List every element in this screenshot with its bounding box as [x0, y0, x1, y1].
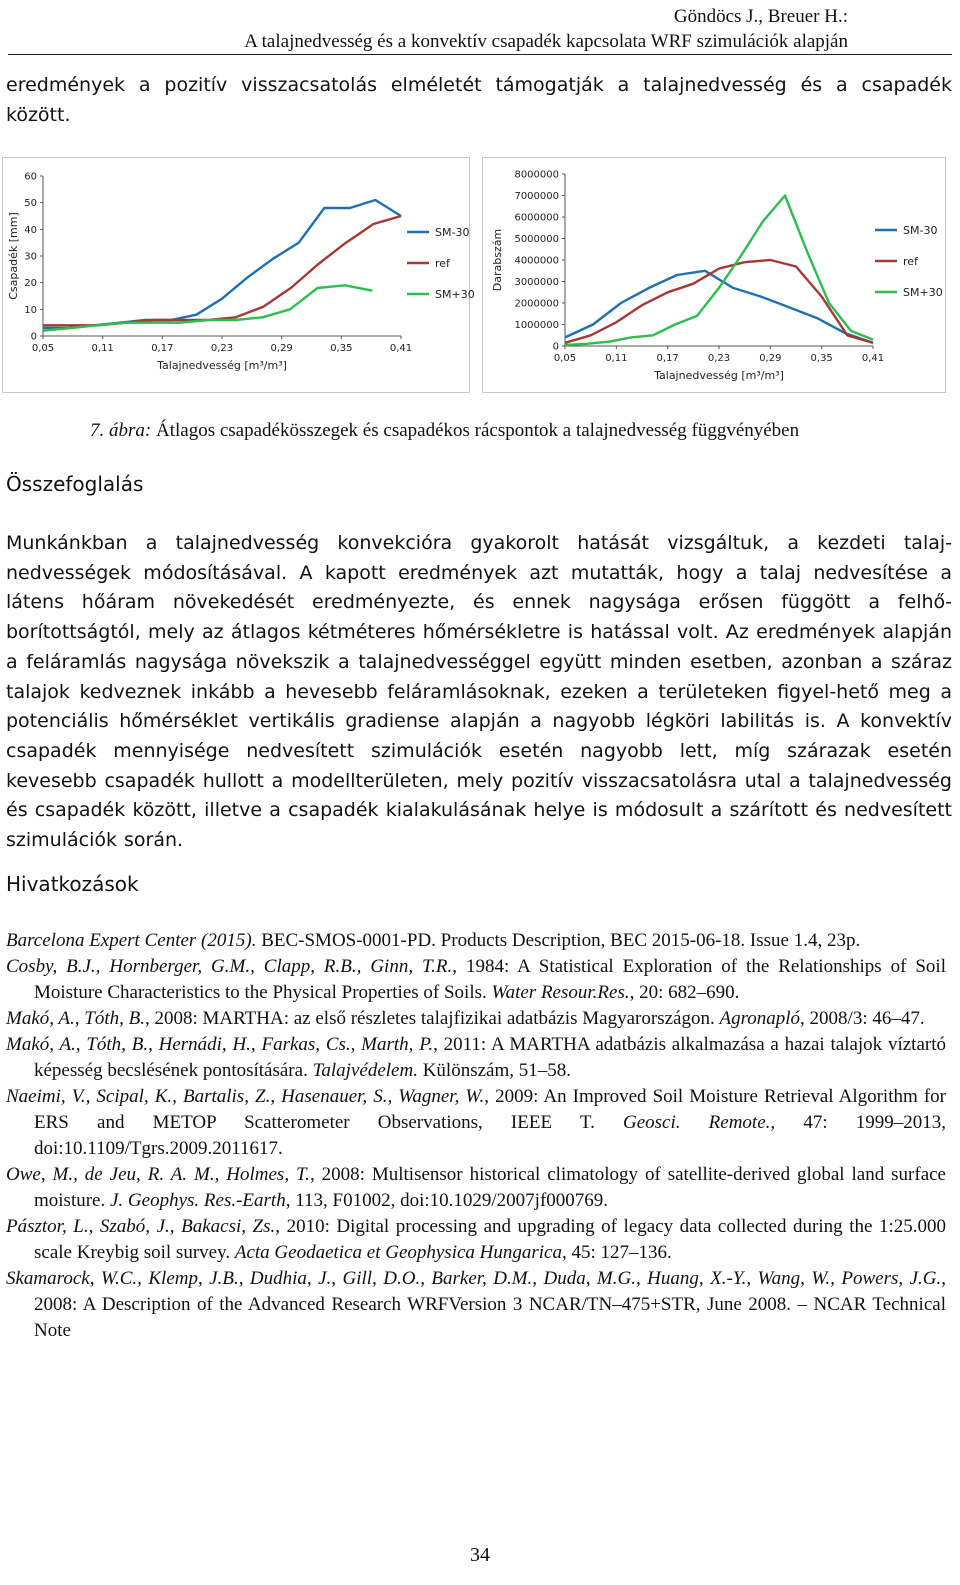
y-tick-label: 2000000	[514, 298, 559, 310]
reference-journal: Acta Geodaetica et Geophysica Hungarica,	[234, 1242, 567, 1263]
reference-journal: Water Resour.Res.	[491, 982, 630, 1003]
reference-tail: 45: 127–136.	[566, 1242, 672, 1263]
reference-text: , 2011: A MARTHA adatbázis alkalmazása a hazai talajok víztartó képesség becslésének pontosítására.	[34, 1034, 946, 1081]
legend-label: SM+30	[435, 288, 475, 301]
heading-references: Hivatkozások	[6, 872, 139, 896]
x-tick-label: 0,35	[810, 353, 833, 364]
reference-journal: J. Geophys. Res.-Earth,	[110, 1190, 291, 1211]
chart-precipitation	[2, 157, 475, 393]
reference-item	[6, 1162, 946, 1214]
reference-text: , 1984: A Statistical Exploration of the Relationships of Soil Moisture Characteristics to the Physical Properties of Soils.	[34, 956, 946, 1003]
x-tick-label: 0,29	[759, 353, 782, 364]
intro-paragraph: eredmények a pozitív visszacsatolás elméletét támogatják a talajnedvesség és a csapadék között.	[6, 74, 952, 126]
reference-text: , 2010: Digital processing and upgrading of legacy data collected during the 1:25.000 scale Kreybig soil survey.	[34, 1216, 946, 1263]
reference-journal: Agronapló	[719, 1008, 801, 1029]
x-tick-label: 0,41	[861, 353, 885, 364]
series-line-smminus30	[43, 200, 401, 328]
y-tick-label: 60	[24, 171, 37, 183]
reference-tail: 113, F01002, doi:10.1029/2007jf000769.	[290, 1190, 609, 1211]
series-line-ref	[565, 260, 873, 343]
x-axis-label: Talajnedvesség [m³/m³]	[157, 359, 287, 372]
x-tick-label: 0,23	[707, 353, 731, 364]
y-tick-label: 8000000	[514, 169, 559, 181]
reference-tail: , 47: 1999–2013, doi:10.1109/Tgrs.2009.2011617.	[34, 1112, 947, 1159]
x-axis-label: Talajnedvesség [m³/m³]	[654, 369, 784, 382]
y-tick-label: 3000000	[514, 277, 559, 288]
y-tick-label: 50	[24, 198, 37, 210]
reference-authors: Skamarock, W.C., Klemp, J.B., Dudhia, J., Gill, D.O., Barker, D.M., Duda, M.G., Huang, X.-Y., Wang, W., Powers, J.G.	[6, 1268, 942, 1289]
reference-list	[6, 928, 946, 1344]
x-tick-label: 0,23	[210, 343, 234, 354]
x-tick-label: 0,05	[31, 343, 55, 354]
x-tick-label: 0,29	[270, 343, 293, 354]
header-rule	[8, 54, 952, 55]
running-header	[244, 4, 848, 54]
x-tick-label: 0,05	[553, 353, 577, 364]
page-number: 34	[470, 1544, 490, 1566]
reference-text: , 2009: An Improved Soil Moisture Retrieval Algorithm for ERS and METOP Scatterometer Observations, IEEE T.	[34, 1086, 946, 1133]
y-tick-label: 7000000	[514, 191, 559, 202]
series-line-smminus30	[565, 271, 873, 343]
chart-count	[482, 157, 946, 393]
legend-label: SM+30	[903, 286, 943, 299]
y-tick-label: 6000000	[514, 212, 559, 224]
precipitation-chart-svg	[3, 158, 475, 392]
reference-authors: Cosby, B.J., Hornberger, G.M., Clapp, R.B., Ginn, T.R.	[6, 956, 453, 977]
reference-text: BEC-SMOS-0001-PD. Products Description, BEC 2015-06-18. Issue 1.4, 23p.	[256, 930, 861, 951]
reference-item	[6, 1032, 946, 1084]
reference-item	[6, 1006, 946, 1032]
reference-text: , 2008: A Description of the Advanced Research WRFVersion 3 NCAR/TN–475+STR, June 2008. – NCAR Technical Note	[34, 1268, 946, 1341]
reference-authors: Makó, A., Tóth, B., Hernádi, H., Farkas, Cs., Marth, P.	[6, 1034, 434, 1055]
y-tick-label: 40	[24, 224, 37, 236]
reference-text: , 2008: Multisensor historical climatology of satellite-derived global land surface moisture.	[34, 1164, 946, 1211]
y-tick-label: 5000000	[514, 234, 559, 245]
reference-authors: Naeimi, V., Scipal, K., Bartalis, Z., Hasenauer, S., Wagner, W.	[6, 1086, 485, 1107]
reference-tail: , 2008/3: 46–47.	[800, 1008, 925, 1029]
header-title: A talajnedvesség és a konvektív csapadék kapcsolata WRF szimulációk alapján	[244, 31, 848, 52]
reference-item	[6, 1214, 946, 1266]
y-tick-label: 10	[24, 304, 37, 316]
x-tick-label: 0,11	[91, 343, 114, 354]
x-tick-label: 0,17	[151, 343, 174, 354]
figure-caption	[90, 420, 799, 442]
figure-caption-text: Átlagos csapadékösszegek és csapadékos rácspontok a talajnedvesség függvényében	[151, 420, 800, 441]
legend-label: SM-30	[435, 226, 470, 239]
y-axis-label: Csapadék [mm]	[7, 212, 20, 300]
y-tick-label: 4000000	[514, 255, 559, 267]
heading-summary: Összefoglalás	[6, 472, 144, 496]
summary-paragraph: Munkánkban a talajnedvesség konvekcióra gyakorolt hatását vizsgáltuk, a kezdeti talaj-nedvességek módosításával. A kapott eredmények azt mutatták, hogy a talaj nedvesítése a látens hőáram növekedését eredményezte, és ennek nagysága erősen függött a felhő-borítottságtól, mely az átlagos kétméteres hőmérsékletre is hatással volt. Az eredmények alapján a feláramlás nagysága növekszik a talajnedvességgel együtt minden esetben, azonban a száraz talajok kedveznek inkább a hevesebb feláramlásoknak, ezeken a területeken figyel-hető meg a potenciális hőmérséklet vertikális gradiense alapján a nagyobb légköri labilitás is. A konvektív csapadék mennyisége nedvesített szimulációk esetén nagyobb lett, míg szárazak esetén kevesebb csapadék hullott a modellterületen, mely pozitív visszacsatolásra utal a talajnedvesség és csapadék között, illetve a csapadék kialakulásának helye is módosult a szárított és nedvesített szimulációk során.	[6, 532, 952, 852]
reference-item	[6, 1266, 946, 1344]
reference-text: , 2008: MARTHA: az első részletes talajfizikai adatbázis Magyarországon.	[144, 1008, 720, 1029]
reference-tail: , 20: 682–690.	[629, 982, 740, 1003]
reference-authors: Barcelona Expert Center (2015).	[6, 930, 257, 951]
y-axis-label: Darabszám	[491, 228, 504, 292]
reference-item	[6, 1084, 946, 1162]
y-tick-label: 20	[24, 278, 37, 290]
legend-label: SM-30	[903, 224, 938, 237]
reference-item	[6, 928, 946, 954]
y-tick-label: 0	[552, 341, 559, 353]
reference-authors: Pásztor, L., Szabó, J., Bakacsi, Zs.	[6, 1216, 276, 1237]
series-line-ref	[43, 216, 401, 325]
y-tick-label: 0	[30, 331, 37, 343]
x-tick-label: 0,41	[389, 343, 413, 354]
count-chart-svg	[483, 158, 945, 392]
y-tick-label: 1000000	[514, 320, 559, 331]
header-authors: Göndöcs J., Breuer H.:	[673, 6, 848, 27]
y-tick-label: 30	[24, 251, 37, 263]
reference-item	[6, 954, 946, 1006]
reference-journal: Geosci. Remote.	[623, 1112, 771, 1133]
reference-tail: Különszám, 51–58.	[417, 1060, 571, 1081]
reference-journal: Talajvédelem.	[312, 1060, 418, 1081]
x-tick-label: 0,11	[605, 353, 628, 364]
reference-authors: Makó, A., Tóth, B.	[6, 1008, 145, 1029]
reference-authors: Owe, M., de Jeu, R. A. M., Holmes, T.	[6, 1164, 310, 1185]
x-tick-label: 0,35	[330, 343, 353, 354]
legend-label: ref	[435, 257, 450, 270]
figure-caption-label: 7. ábra:	[90, 420, 152, 441]
x-tick-label: 0,17	[656, 353, 679, 364]
legend-label: ref	[903, 255, 918, 268]
